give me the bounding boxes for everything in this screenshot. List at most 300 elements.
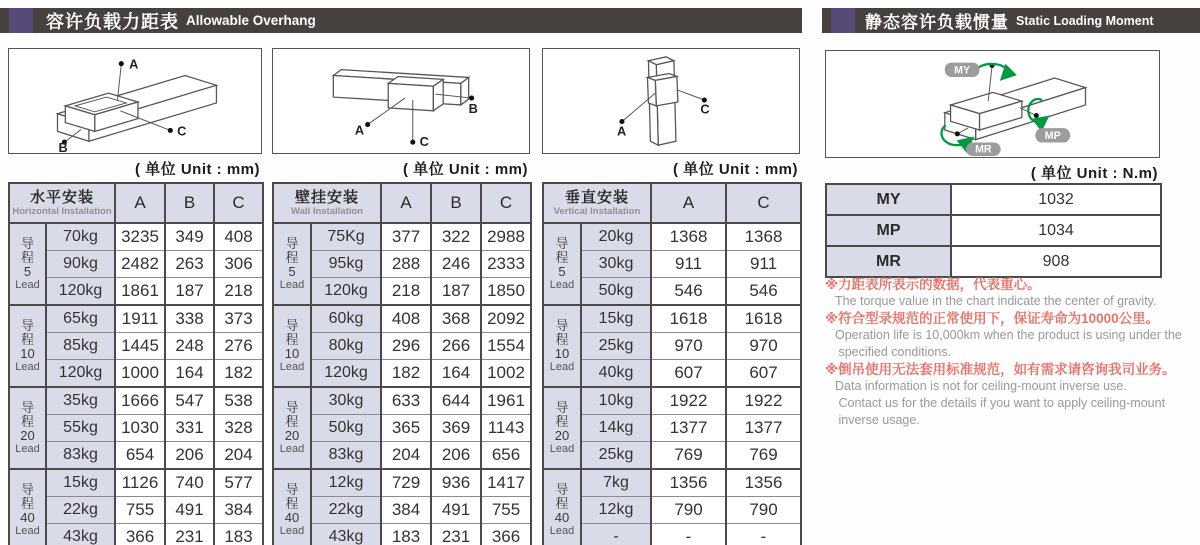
- weight-cell: 15kg: [581, 305, 651, 333]
- value-cell: 366: [481, 524, 531, 545]
- value-cell: 204: [214, 442, 263, 470]
- table-row: [9, 469, 263, 497]
- table-title: [9, 183, 115, 223]
- value-cell: 1445: [115, 333, 165, 360]
- lead-number: 20: [284, 428, 300, 443]
- my-badge-label: MY: [954, 64, 971, 77]
- value-cell: 306: [214, 251, 263, 278]
- section-title-zh: 静态容许负载惯量: [865, 13, 1009, 32]
- column-header-c: C: [214, 183, 263, 223]
- value-cell: 577: [214, 469, 263, 497]
- value-cell: 656: [481, 442, 531, 470]
- value-cell: 1861: [115, 278, 165, 306]
- value-cell: 1417: [481, 469, 531, 497]
- value-cell: 769: [726, 442, 801, 470]
- value-cell: 970: [651, 333, 726, 360]
- vertical-rail-drawing: [543, 49, 799, 153]
- weight-cell: 60kg: [311, 305, 381, 333]
- lead-number: 5: [23, 264, 32, 279]
- weight-cell: 80kg: [311, 333, 381, 360]
- table-row: [543, 442, 801, 470]
- diagram-wall-installation: [272, 48, 530, 154]
- lead-number: 10: [20, 346, 35, 361]
- lead-number: 5: [288, 264, 296, 279]
- lead-label-zh: 程: [20, 414, 34, 429]
- value-cell: 266: [431, 333, 481, 360]
- table-wall-installation: [272, 182, 532, 545]
- lead-cell: [9, 223, 46, 305]
- lead-number: 40: [20, 510, 35, 525]
- value-cell: 2482: [115, 251, 165, 278]
- value-cell: 248: [165, 333, 214, 360]
- weight-cell: 43kg: [46, 524, 115, 545]
- value-cell: 1000: [115, 360, 165, 388]
- value-cell: 740: [165, 469, 214, 497]
- lead-label-zh: 程: [555, 332, 569, 347]
- lead-label-zh: 导: [285, 318, 299, 333]
- lead-number: 5: [558, 264, 566, 279]
- weight-cell: 120kg: [311, 360, 381, 388]
- value-cell: 365: [381, 415, 431, 442]
- lead-cell: [9, 469, 46, 545]
- column-header-b: B: [165, 183, 214, 223]
- lead-number: 20: [554, 428, 570, 443]
- value-cell: 182: [214, 360, 263, 388]
- value-cell: 755: [115, 497, 165, 524]
- footnote-en: Data information is not for ceiling-mount inverse use.: [835, 379, 1127, 393]
- unit-caption-nm: ( 单位 Unit : N.m): [1030, 165, 1158, 182]
- lead-label-en: Lead: [279, 279, 305, 291]
- value-cell: 1002: [481, 360, 531, 388]
- table-title-en: Vertical Installation: [553, 206, 641, 217]
- value-cell: 183: [214, 524, 263, 545]
- table-row: [9, 333, 263, 360]
- lead-cell: [273, 305, 311, 387]
- point-label-b: B: [468, 100, 478, 116]
- table-row: [9, 251, 263, 278]
- moment-label: MY: [826, 184, 951, 215]
- value-cell: 246: [431, 251, 481, 278]
- weight-cell: 30kg: [311, 387, 381, 415]
- lead-number: 10: [284, 346, 300, 361]
- table-row: [273, 442, 531, 470]
- value-cell: 1618: [651, 305, 726, 333]
- value-cell: 790: [726, 497, 801, 524]
- point-label-a: A: [129, 56, 139, 72]
- lead-label-en: Lead: [549, 525, 575, 537]
- lead-label-zh: 导: [555, 482, 569, 497]
- weight-cell: 22kg: [46, 497, 115, 524]
- table-row: [9, 223, 263, 251]
- table-row: [273, 223, 531, 251]
- column-header-b: B: [431, 183, 481, 223]
- value-cell: 1922: [726, 387, 801, 415]
- value-cell: 187: [431, 278, 481, 306]
- column-header-a: A: [115, 183, 165, 223]
- value-cell: 1356: [726, 469, 801, 497]
- value-cell: 546: [726, 278, 801, 306]
- value-cell: 384: [214, 497, 263, 524]
- value-cell: 538: [214, 387, 263, 415]
- lead-number: 40: [554, 510, 570, 525]
- table-row: [273, 497, 531, 524]
- lead-label-zh: 程: [285, 332, 299, 347]
- value-cell: 1377: [726, 415, 801, 442]
- weight-cell: 20kg: [581, 223, 651, 251]
- table-row: [543, 305, 801, 333]
- footnote-en: The torque value in the chart indicate the center of gravity.: [835, 294, 1157, 308]
- weight-cell: 14kg: [581, 415, 651, 442]
- lead-label-zh: 程: [555, 414, 569, 429]
- lead-label-zh: 程: [20, 496, 34, 511]
- value-cell: 408: [381, 305, 431, 333]
- lead-label-zh: 导: [20, 400, 34, 415]
- value-cell: 607: [651, 360, 726, 388]
- lead-label-zh: 程: [555, 496, 569, 511]
- section-title-en: Allowable Overhang: [186, 13, 316, 28]
- accent-square-icon: [831, 8, 855, 33]
- value-cell: 936: [431, 469, 481, 497]
- value-cell: 182: [381, 360, 431, 388]
- unit-caption-mm: ( 单位 Unit : mm): [673, 161, 798, 178]
- lead-number: 40: [284, 510, 300, 525]
- lead-label-zh: 导: [555, 236, 569, 251]
- footnote-zh: ※倒吊使用无法套用标准规范，如有需求请咨询我司业务。: [825, 362, 1176, 377]
- section-header-overhang: [0, 8, 802, 33]
- weight-cell: 12kg: [311, 469, 381, 497]
- value-cell: 2333: [481, 251, 531, 278]
- value-cell: 1377: [651, 415, 726, 442]
- value-cell: 368: [431, 305, 481, 333]
- horizontal-rail-drawing: [9, 49, 261, 153]
- lead-label-zh: 导: [285, 400, 299, 415]
- diagram-static-moment: [825, 50, 1160, 158]
- value-cell: 1030: [115, 415, 165, 442]
- weight-cell: 85kg: [46, 333, 115, 360]
- value-cell: 607: [726, 360, 801, 388]
- point-label-c: C: [700, 101, 710, 117]
- table-title: [543, 183, 651, 223]
- table-title-zh: 垂直安装: [564, 189, 629, 206]
- footnotes: [825, 276, 1197, 429]
- table-vertical-installation: [542, 182, 802, 545]
- lead-cell: [9, 387, 46, 469]
- weight-cell: 83kg: [46, 442, 115, 470]
- lead-label-en: Lead: [279, 443, 305, 455]
- lead-cell: [543, 305, 581, 387]
- value-cell: 1922: [651, 387, 726, 415]
- lead-label-zh: 导: [555, 318, 569, 333]
- table-row: [273, 251, 531, 278]
- lead-label-zh: 程: [20, 250, 34, 265]
- footnote-zh: ※力距表所表示的数据，代表重心。: [825, 277, 1041, 292]
- lead-label-zh: 程: [285, 250, 299, 265]
- value-cell: 263: [165, 251, 214, 278]
- value-cell: 1368: [726, 223, 801, 251]
- weight-cell: 120kg: [46, 360, 115, 388]
- table-row: [273, 278, 531, 306]
- table-row: [273, 469, 531, 497]
- value-cell: 408: [214, 223, 263, 251]
- footnote-en: specified conditions.: [835, 345, 952, 359]
- moment-label: MR: [826, 246, 951, 277]
- value-cell: 296: [381, 333, 431, 360]
- table-row: [9, 360, 263, 388]
- table-header-row: [273, 183, 531, 223]
- table-row: [9, 442, 263, 470]
- table-row: [543, 278, 801, 306]
- column-header-c: C: [726, 183, 801, 223]
- value-cell: 755: [481, 497, 531, 524]
- value-cell: 769: [651, 442, 726, 470]
- mr-badge-label: MR: [975, 143, 992, 156]
- moment-row: [826, 215, 1161, 246]
- lead-number: 10: [554, 346, 570, 361]
- table-row: [543, 223, 801, 251]
- value-cell: 164: [165, 360, 214, 388]
- lead-label-en: Lead: [279, 525, 305, 537]
- value-cell: 633: [381, 387, 431, 415]
- lead-cell: [273, 469, 311, 545]
- table-title-en: Horizontal Installation: [12, 206, 112, 217]
- weight-cell: 120kg: [46, 278, 115, 306]
- table-row: [273, 387, 531, 415]
- weight-cell: 65kg: [46, 305, 115, 333]
- table-row: [543, 469, 801, 497]
- lead-number: 20: [20, 428, 35, 443]
- value-cell: 644: [431, 387, 481, 415]
- lead-cell: [273, 223, 311, 305]
- lead-cell: [9, 305, 46, 387]
- point-label-c: C: [419, 134, 429, 150]
- value-cell: 1143: [481, 415, 531, 442]
- lead-label-zh: 程: [555, 250, 569, 265]
- weight-cell: 10kg: [581, 387, 651, 415]
- lead-label-en: Lead: [549, 443, 575, 455]
- column-header-c: C: [481, 183, 531, 223]
- value-cell: 1666: [115, 387, 165, 415]
- weight-cell: 120kg: [311, 278, 381, 306]
- value-cell: 1368: [651, 223, 726, 251]
- table-row: [273, 305, 531, 333]
- table-row: [543, 251, 801, 278]
- value-cell: 183: [381, 524, 431, 545]
- value-cell: 911: [726, 251, 801, 278]
- value-cell: 366: [115, 524, 165, 545]
- diagram-horizontal-installation: [8, 48, 262, 154]
- table-title-zh: 壁挂安装: [294, 189, 359, 206]
- value-cell: 970: [726, 333, 801, 360]
- value-cell: 729: [381, 469, 431, 497]
- table-horizontal-installation: [8, 182, 264, 545]
- table-row: [9, 524, 263, 545]
- table-row: [543, 360, 801, 388]
- table-row: [543, 497, 801, 524]
- lead-label-zh: 导: [20, 482, 34, 497]
- table-row: [9, 305, 263, 333]
- value-cell: 377: [381, 223, 431, 251]
- lead-cell: [543, 223, 581, 305]
- lead-cell: [543, 469, 581, 545]
- unit-caption-mm: ( 单位 Unit : mm): [135, 161, 260, 178]
- moment-label: MP: [826, 215, 951, 246]
- weight-cell: 75Kg: [311, 223, 381, 251]
- table-title: [273, 183, 381, 223]
- table-row: [543, 524, 801, 545]
- value-cell: 187: [165, 278, 214, 306]
- value-cell: 2988: [481, 223, 531, 251]
- moment-value: 1032: [951, 184, 1161, 215]
- weight-cell: 25kg: [581, 442, 651, 470]
- table-row: [543, 415, 801, 442]
- weight-cell: 95kg: [311, 251, 381, 278]
- weight-cell: 70kg: [46, 223, 115, 251]
- value-cell: -: [726, 524, 801, 545]
- moment-value: 1034: [951, 215, 1161, 246]
- value-cell: 349: [165, 223, 214, 251]
- value-cell: 373: [214, 305, 263, 333]
- lead-label-zh: 程: [20, 332, 34, 347]
- value-cell: 2092: [481, 305, 531, 333]
- value-cell: 369: [431, 415, 481, 442]
- value-cell: 790: [651, 497, 726, 524]
- lead-label-en: Lead: [15, 279, 40, 291]
- table-static-moment: [825, 183, 1162, 278]
- value-cell: 491: [165, 497, 214, 524]
- lead-cell: [543, 387, 581, 469]
- weight-cell: -: [581, 524, 651, 545]
- accent-square-icon: [9, 8, 33, 33]
- table-row: [9, 497, 263, 524]
- value-cell: 231: [165, 524, 214, 545]
- value-cell: 1961: [481, 387, 531, 415]
- weight-cell: 35kg: [46, 387, 115, 415]
- table-row: [273, 415, 531, 442]
- weight-cell: 50kg: [311, 415, 381, 442]
- lead-label-zh: 导: [285, 482, 299, 497]
- value-cell: 1126: [115, 469, 165, 497]
- table-row: [543, 333, 801, 360]
- table-row: [9, 415, 263, 442]
- value-cell: 204: [381, 442, 431, 470]
- point-label-c: C: [177, 123, 187, 139]
- table-row: [273, 333, 531, 360]
- value-cell: 276: [214, 333, 263, 360]
- value-cell: 322: [431, 223, 481, 251]
- lead-label-zh: 程: [285, 496, 299, 511]
- table-row: [9, 387, 263, 415]
- weight-cell: 83kg: [311, 442, 381, 470]
- wall-rail-drawing: [273, 49, 529, 153]
- point-label-a: A: [617, 123, 627, 139]
- lead-label-en: Lead: [15, 361, 40, 373]
- table-title-zh: 水平安装: [30, 189, 95, 206]
- table-header-row: [543, 183, 801, 223]
- lead-label-en: Lead: [15, 443, 40, 455]
- value-cell: 1850: [481, 278, 531, 306]
- column-header-a: A: [651, 183, 726, 223]
- column-header-a: A: [381, 183, 431, 223]
- value-cell: 331: [165, 415, 214, 442]
- table-row: [273, 524, 531, 545]
- value-cell: 218: [214, 278, 263, 306]
- point-label-a: A: [354, 122, 365, 138]
- section-title-zh: 容许负载力距表: [46, 11, 179, 32]
- unit-caption-mm: ( 单位 Unit : mm): [403, 161, 528, 178]
- lead-label-zh: 程: [285, 414, 299, 429]
- value-cell: 218: [381, 278, 431, 306]
- moment-rail-drawing: [826, 51, 1159, 157]
- section-header-moment: [822, 8, 1200, 33]
- lead-label-en: Lead: [549, 361, 575, 373]
- weight-cell: 30kg: [581, 251, 651, 278]
- value-cell: 206: [431, 442, 481, 470]
- weight-cell: 43kg: [311, 524, 381, 545]
- weight-cell: 50kg: [581, 278, 651, 306]
- value-cell: 1356: [651, 469, 726, 497]
- table-row: [543, 387, 801, 415]
- moment-row: [826, 246, 1161, 277]
- table-row: [273, 360, 531, 388]
- value-cell: 164: [431, 360, 481, 388]
- mp-badge-label: MP: [1044, 130, 1061, 143]
- lead-label-en: Lead: [15, 525, 40, 537]
- value-cell: 654: [115, 442, 165, 470]
- value-cell: 3235: [115, 223, 165, 251]
- table-title-en: Wall Installation: [291, 206, 363, 217]
- table-header-row: [9, 183, 263, 223]
- weight-cell: 22kg: [311, 497, 381, 524]
- value-cell: 338: [165, 305, 214, 333]
- lead-cell: [273, 387, 311, 469]
- weight-cell: 90kg: [46, 251, 115, 278]
- value-cell: 206: [165, 442, 214, 470]
- value-cell: 1911: [115, 305, 165, 333]
- footnote-zh: ※符合型录规范的正常使用下，保证寿命为10000公里。: [825, 311, 1160, 326]
- moment-value: 908: [951, 246, 1161, 277]
- footnote-en: Operation life is 10,000km when the product is using under the: [835, 328, 1182, 342]
- diagram-vertical-installation: [542, 48, 800, 154]
- weight-cell: 15kg: [46, 469, 115, 497]
- lead-label-zh: 导: [285, 236, 299, 251]
- value-cell: 384: [381, 497, 431, 524]
- lead-label-zh: 导: [20, 318, 34, 333]
- value-cell: 911: [651, 251, 726, 278]
- weight-cell: 25kg: [581, 333, 651, 360]
- value-cell: 231: [431, 524, 481, 545]
- value-cell: -: [651, 524, 726, 545]
- weight-cell: 7kg: [581, 469, 651, 497]
- value-cell: 546: [651, 278, 726, 306]
- value-cell: 491: [431, 497, 481, 524]
- table-row: [9, 278, 263, 306]
- lead-label-en: Lead: [549, 279, 575, 291]
- weight-cell: 12kg: [581, 497, 651, 524]
- value-cell: 1618: [726, 305, 801, 333]
- footnote-en: Contact us for the details if you want to apply ceiling-mount: [835, 396, 1166, 410]
- lead-label-zh: 导: [20, 236, 34, 251]
- footnote-en: inverse usage.: [835, 413, 920, 427]
- value-cell: 288: [381, 251, 431, 278]
- value-cell: 547: [165, 387, 214, 415]
- point-label-b: B: [58, 140, 68, 153]
- lead-label-zh: 导: [555, 400, 569, 415]
- lead-label-en: Lead: [279, 361, 305, 373]
- moment-row: [826, 184, 1161, 215]
- weight-cell: 40kg: [581, 360, 651, 388]
- weight-cell: 55kg: [46, 415, 115, 442]
- value-cell: 328: [214, 415, 263, 442]
